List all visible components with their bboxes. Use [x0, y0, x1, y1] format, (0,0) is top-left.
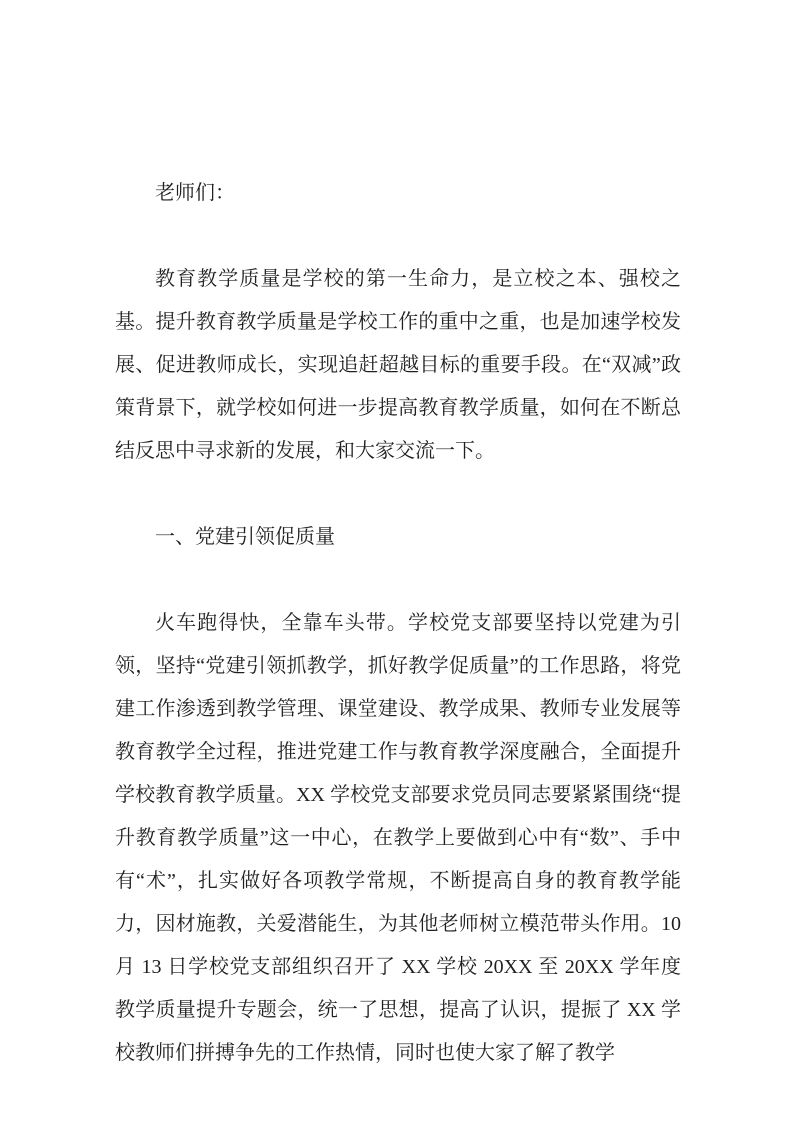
- section-1-heading: 一、党建引领促质量: [155, 526, 335, 548]
- section-1-paragraph: 火车跑得快，全靠车头带。学校党支部要坚持以党建为引领，坚持“党建引领抓教学，抓好教学促质量”的工作思路，将党建工作渗透到教学管理、课堂建设、教学成果、教师专业发展等教育教学全过程，推进党建工作与教育教学深度融合，全面提升学校教育教学质量。XX 学校党支部要求党员同志要紧紧围绕“提升教育教学质量”这一中心，在教学上要做到心中有“数”、手中有“术”，扎实做好各项教学常规，不断提高自身的教育教学能力，因材施教，关爱潜能生，为其他老师树立模范带头作用。10 月 13 日学校党支部组织召开了 XX 学校 20XX 至 20XX 学年度教学质量提升专题会，统一了思想，提高了认识，提振了 XX 学校教师们拼搏争先的工作热情，同时也使大家了解了教学: [115, 612, 681, 1064]
- intro-paragraph: 教育教学质量是学校的第一生命力，是立校之本、强校之基。提升教育教学质量是学校工作的重中之重，也是加速学校发展、促进教师成长，实现追赶超越目标的重要手段。在“双减”政策背景下，就学校如何进一步提高教育教学质量，如何在不断总结反思中寻求新的发展，和大家交流一下。: [115, 268, 681, 462]
- salutation: 老师们：: [155, 182, 235, 204]
